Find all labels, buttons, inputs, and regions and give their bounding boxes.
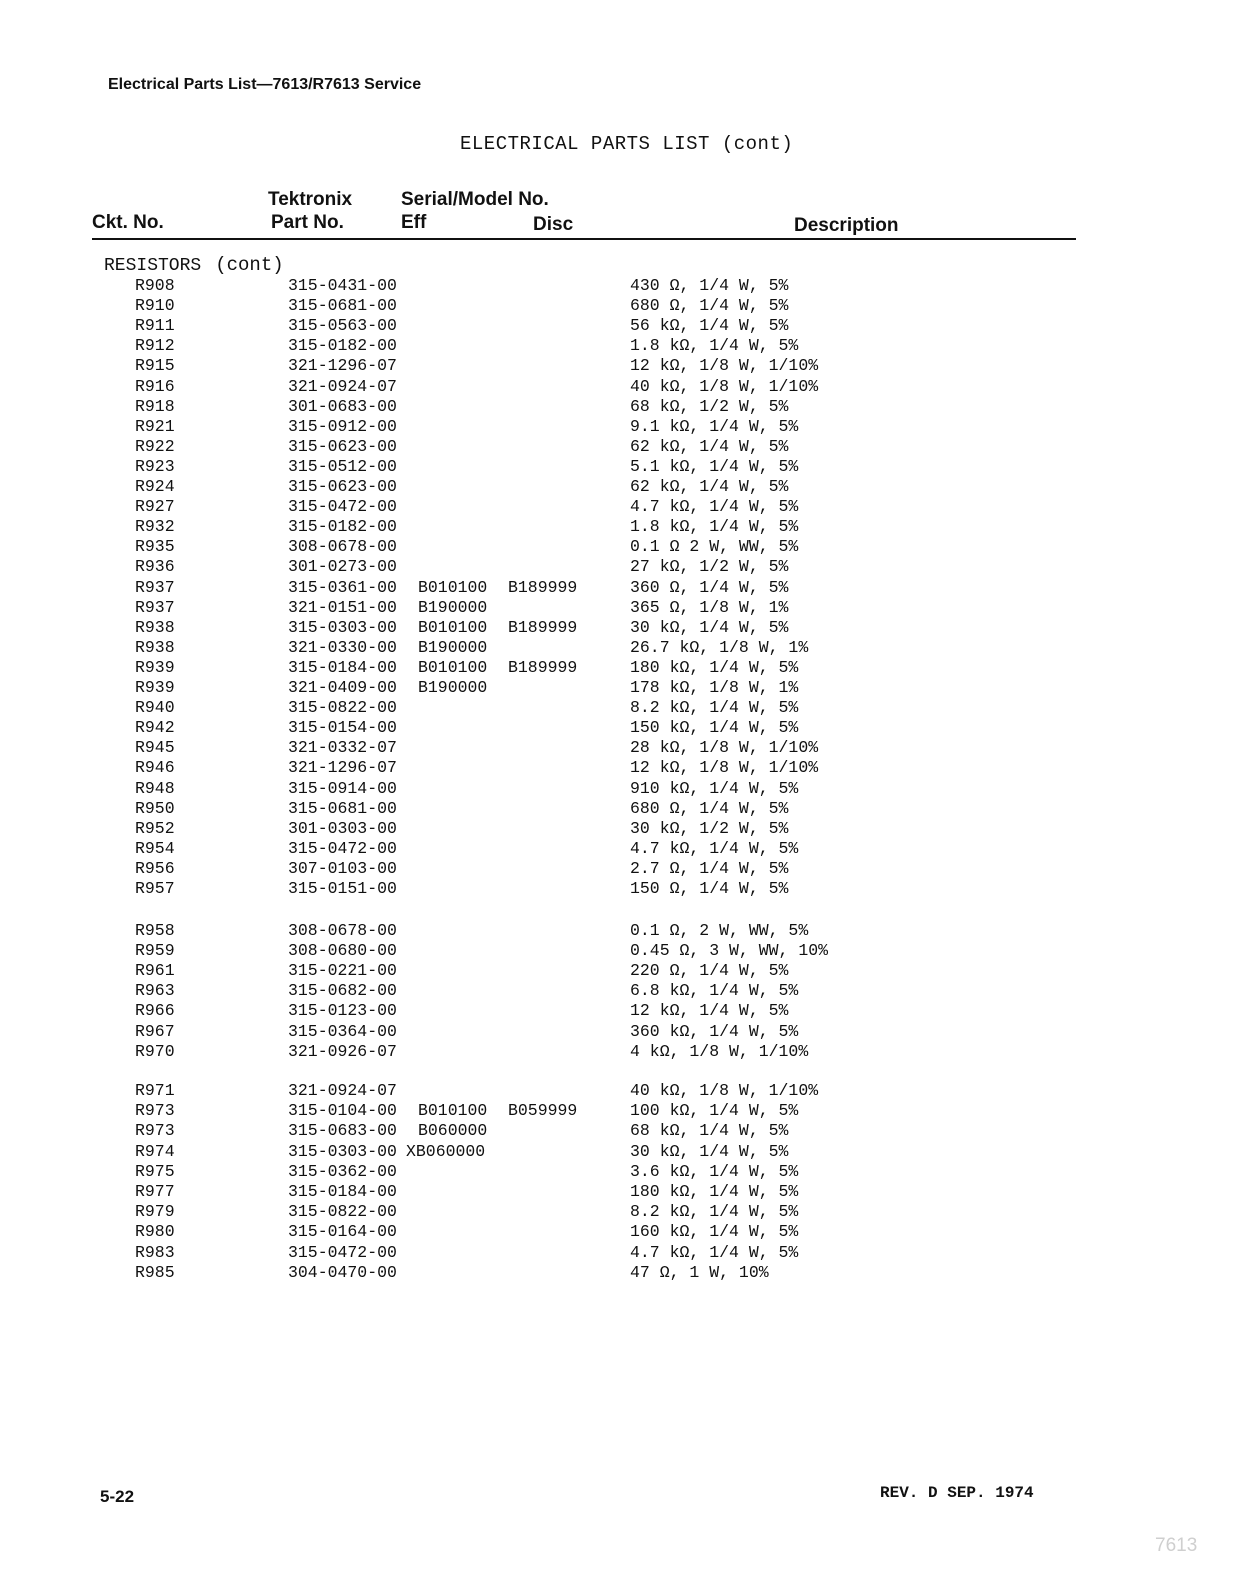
ckt-no-cell: R927 [135, 497, 175, 516]
description-cell: 30 kΩ, 1/2 W, 5% [630, 819, 789, 838]
table-row [0, 457, 1238, 477]
description-cell: 12 kΩ, 1/8 W, 1/10% [630, 356, 819, 375]
part-no-cell: 315-0681-00 [288, 296, 397, 315]
description-cell: 9.1 kΩ, 1/4 W, 5% [630, 417, 799, 436]
ckt-no-cell: R946 [135, 758, 175, 777]
part-no-cell: 315-0681-00 [288, 799, 397, 818]
ckt-no-cell: R971 [135, 1081, 175, 1100]
ckt-no-cell: R985 [135, 1263, 175, 1282]
description-cell: 100 kΩ, 1/4 W, 5% [630, 1101, 799, 1120]
header-rule [92, 238, 1076, 240]
ckt-no-cell: R973 [135, 1101, 175, 1120]
table-row [0, 718, 1238, 738]
part-no-cell: 321-0924-07 [288, 377, 397, 396]
table-row [0, 738, 1238, 758]
part-no-cell: 307-0103-00 [288, 859, 397, 878]
table-row [0, 1263, 1238, 1283]
part-no-cell: 321-1296-07 [288, 356, 397, 375]
description-cell: 27 kΩ, 1/2 W, 5% [630, 557, 789, 576]
part-no-cell: 315-0623-00 [288, 477, 397, 496]
ckt-no-cell: R924 [135, 477, 175, 496]
part-no-cell: 315-0472-00 [288, 1243, 397, 1262]
ckt-no-cell: R915 [135, 356, 175, 375]
table-row [0, 578, 1238, 598]
table-row [0, 981, 1238, 1001]
column-header-disc: Disc [533, 214, 574, 235]
table-row [0, 296, 1238, 316]
part-no-cell: 315-0431-00 [288, 276, 397, 295]
description-cell: 62 kΩ, 1/4 W, 5% [630, 437, 789, 456]
part-no-cell: 315-0151-00 [288, 879, 397, 898]
description-cell: 3.6 kΩ, 1/4 W, 5% [630, 1162, 799, 1181]
part-no-cell: 301-0303-00 [288, 819, 397, 838]
description-cell: 180 kΩ, 1/4 W, 5% [630, 658, 799, 677]
description-cell: 2.7 Ω, 1/4 W, 5% [630, 859, 789, 878]
description-cell: 430 Ω, 1/4 W, 5% [630, 276, 789, 295]
description-cell: 56 kΩ, 1/4 W, 5% [630, 316, 789, 335]
table-row [0, 1243, 1238, 1263]
eff-serial-cell: B190000 [418, 598, 488, 617]
table-row [0, 517, 1238, 537]
part-no-cell: 315-0682-00 [288, 981, 397, 1000]
description-cell: 150 kΩ, 1/4 W, 5% [630, 718, 799, 737]
ckt-no-cell: R938 [135, 638, 175, 657]
table-row [0, 839, 1238, 859]
part-no-cell: 308-0680-00 [288, 941, 397, 960]
ckt-no-cell: R921 [135, 417, 175, 436]
ckt-no-cell: R910 [135, 296, 175, 315]
table-row [0, 397, 1238, 417]
table-row [0, 1162, 1238, 1182]
description-cell: 5.1 kΩ, 1/4 W, 5% [630, 457, 799, 476]
part-no-cell: 321-0924-07 [288, 1081, 397, 1100]
description-cell: 4.7 kΩ, 1/4 W, 5% [630, 497, 799, 516]
section-title-label: RESISTORS [104, 256, 202, 276]
description-cell: 30 kΩ, 1/4 W, 5% [630, 1142, 789, 1161]
part-no-cell: 321-1296-07 [288, 758, 397, 777]
part-no-cell: 321-0330-00 [288, 638, 397, 657]
table-row [0, 437, 1238, 457]
ckt-no-cell: R948 [135, 779, 175, 798]
part-no-cell: 308-0678-00 [288, 921, 397, 940]
page-number: 5-22 [100, 1487, 135, 1506]
ckt-no-cell: R958 [135, 921, 175, 940]
table-row [0, 1001, 1238, 1021]
table-row [0, 638, 1238, 658]
part-no-cell: 315-0164-00 [288, 1222, 397, 1241]
ckt-no-cell: R918 [135, 397, 175, 416]
ckt-no-cell: R945 [135, 738, 175, 757]
eff-serial-cell: B010100 [418, 658, 488, 677]
table-row [0, 678, 1238, 698]
part-no-cell: 315-0563-00 [288, 316, 397, 335]
part-no-cell: 315-0154-00 [288, 718, 397, 737]
section-title [104, 254, 284, 276]
ckt-no-cell: R961 [135, 961, 175, 980]
ckt-no-cell: R935 [135, 537, 175, 556]
table-row [0, 336, 1238, 356]
ckt-no-cell: R908 [135, 276, 175, 295]
part-no-cell: 315-0512-00 [288, 457, 397, 476]
eff-serial-cell: B010100 [418, 578, 488, 597]
ckt-no-cell: R954 [135, 839, 175, 858]
part-no-cell: 315-0303-00 [288, 618, 397, 637]
description-cell: 4.7 kΩ, 1/4 W, 5% [630, 839, 799, 858]
part-no-cell: 315-0822-00 [288, 698, 397, 717]
part-no-cell: 308-0678-00 [288, 537, 397, 556]
ckt-no-cell: R974 [135, 1142, 175, 1161]
table-row [0, 779, 1238, 799]
description-cell: 4 kΩ, 1/8 W, 1/10% [630, 1042, 809, 1061]
table-row [0, 1142, 1238, 1162]
ckt-no-cell: R963 [135, 981, 175, 1000]
table-row [0, 698, 1238, 718]
table-row [0, 758, 1238, 778]
disc-serial-cell: B189999 [508, 618, 578, 637]
ckt-no-cell: R939 [135, 658, 175, 677]
ckt-no-cell: R937 [135, 598, 175, 617]
description-cell: 62 kΩ, 1/4 W, 5% [630, 477, 789, 496]
description-cell: 0.1 Ω, 2 W, WW, 5% [630, 921, 809, 940]
description-cell: 68 kΩ, 1/2 W, 5% [630, 397, 789, 416]
description-cell: 12 kΩ, 1/8 W, 1/10% [630, 758, 819, 777]
ckt-no-cell: R977 [135, 1182, 175, 1201]
table-row [0, 477, 1238, 497]
ckt-no-cell: R938 [135, 618, 175, 637]
ckt-no-cell: R922 [135, 437, 175, 456]
column-header-description: Description [794, 215, 899, 236]
ckt-no-cell: R957 [135, 879, 175, 898]
description-cell: 365 Ω, 1/8 W, 1% [630, 598, 789, 617]
ckt-no-cell: R923 [135, 457, 175, 476]
description-cell: 68 kΩ, 1/4 W, 5% [630, 1121, 789, 1140]
table-row [0, 961, 1238, 981]
part-no-cell: 315-0623-00 [288, 437, 397, 456]
table-row [0, 1222, 1238, 1242]
table-row [0, 819, 1238, 839]
part-no-cell: 315-0364-00 [288, 1022, 397, 1041]
part-no-cell: 321-0332-07 [288, 738, 397, 757]
part-no-cell: 315-0184-00 [288, 1182, 397, 1201]
table-row [0, 377, 1238, 397]
ckt-no-cell: R912 [135, 336, 175, 355]
column-header-ckt-no: Ckt. No. [92, 212, 164, 233]
ckt-no-cell: R916 [135, 377, 175, 396]
section-title-cont: (cont) [215, 254, 284, 276]
part-no-cell: 315-0123-00 [288, 1001, 397, 1020]
eff-serial-cell: B060000 [418, 1121, 488, 1140]
description-cell: 8.2 kΩ, 1/4 W, 5% [630, 1202, 799, 1221]
ckt-no-cell: R973 [135, 1121, 175, 1140]
part-no-cell: 301-0273-00 [288, 557, 397, 576]
description-cell: 220 Ω, 1/4 W, 5% [630, 961, 789, 980]
eff-serial-cell: B190000 [418, 678, 488, 697]
description-cell: 47 Ω, 1 W, 10% [630, 1263, 769, 1282]
description-cell: 180 kΩ, 1/4 W, 5% [630, 1182, 799, 1201]
table-row [0, 799, 1238, 819]
table-row [0, 1182, 1238, 1202]
ckt-no-cell: R980 [135, 1222, 175, 1241]
ckt-no-cell: R950 [135, 799, 175, 818]
description-cell: 28 kΩ, 1/8 W, 1/10% [630, 738, 819, 757]
eff-serial-cell: B190000 [418, 638, 488, 657]
part-no-cell: 315-0182-00 [288, 517, 397, 536]
revision-date: REV. D SEP. 1974 [880, 1484, 1034, 1502]
ckt-no-cell: R975 [135, 1162, 175, 1181]
description-cell: 150 Ω, 1/4 W, 5% [630, 879, 789, 898]
ckt-no-cell: R983 [135, 1243, 175, 1262]
part-no-cell: 315-0184-00 [288, 658, 397, 677]
description-cell: 8.2 kΩ, 1/4 W, 5% [630, 698, 799, 717]
ckt-no-cell: R940 [135, 698, 175, 717]
part-no-cell: 301-0683-00 [288, 397, 397, 416]
part-no-cell: 315-0361-00 [288, 578, 397, 597]
part-no-cell: 315-0914-00 [288, 779, 397, 798]
ckt-no-cell: R939 [135, 678, 175, 697]
part-no-cell: 304-0470-00 [288, 1263, 397, 1282]
part-no-cell: 315-0362-00 [288, 1162, 397, 1181]
table-row [0, 1121, 1238, 1141]
disc-serial-cell: B189999 [508, 578, 578, 597]
part-no-cell: 315-0683-00 [288, 1121, 397, 1140]
table-row [0, 417, 1238, 437]
table-row [0, 879, 1238, 899]
ckt-no-cell: R937 [135, 578, 175, 597]
ckt-no-cell: R967 [135, 1022, 175, 1041]
description-cell: 26.7 kΩ, 1/8 W, 1% [630, 638, 809, 657]
part-no-cell: 321-0409-00 [288, 678, 397, 697]
column-header-part-no: Part No. [271, 212, 344, 233]
column-header-tektronix: Tektronix [268, 189, 353, 210]
table-row [0, 1042, 1238, 1062]
description-cell: 0.1 Ω 2 W, WW, 5% [630, 537, 799, 556]
ckt-no-cell: R979 [135, 1202, 175, 1221]
part-no-cell: 315-0472-00 [288, 839, 397, 858]
ckt-no-cell: R970 [135, 1042, 175, 1061]
ckt-no-cell: R959 [135, 941, 175, 960]
table-row [0, 618, 1238, 638]
ckt-no-cell: R911 [135, 316, 175, 335]
description-cell: 0.45 Ω, 3 W, WW, 10% [630, 941, 829, 960]
description-cell: 178 kΩ, 1/8 W, 1% [630, 678, 799, 697]
ckt-no-cell: R942 [135, 718, 175, 737]
table-row [0, 598, 1238, 618]
part-no-cell: 315-0221-00 [288, 961, 397, 980]
disc-serial-cell: B189999 [508, 658, 578, 677]
description-cell: 680 Ω, 1/4 W, 5% [630, 296, 789, 315]
part-no-cell: 315-0182-00 [288, 336, 397, 355]
table-row [0, 859, 1238, 879]
table-row [0, 557, 1238, 577]
description-cell: 360 kΩ, 1/4 W, 5% [630, 1022, 799, 1041]
part-no-cell: 321-0151-00 [288, 598, 397, 617]
model-mark: 7613 [1155, 1535, 1198, 1556]
part-no-cell: 315-0104-00 [288, 1101, 397, 1120]
description-cell: 30 kΩ, 1/4 W, 5% [630, 618, 789, 637]
ckt-no-cell: R966 [135, 1001, 175, 1020]
part-no-cell: 315-0472-00 [288, 497, 397, 516]
disc-serial-cell: B059999 [508, 1101, 578, 1120]
table-row [0, 316, 1238, 336]
table-row [0, 658, 1238, 678]
table-row [0, 1101, 1238, 1121]
eff-serial-cell: B010100 [418, 1101, 488, 1120]
part-no-cell: 321-0926-07 [288, 1042, 397, 1061]
description-cell: 360 Ω, 1/4 W, 5% [630, 578, 789, 597]
ckt-no-cell: R936 [135, 557, 175, 576]
ckt-no-cell: R952 [135, 819, 175, 838]
column-header-eff: Eff [401, 212, 427, 233]
table-row [0, 276, 1238, 296]
column-header-serial-model-no: Serial/Model No. [401, 189, 549, 210]
table-row [0, 921, 1238, 941]
description-cell: 6.8 kΩ, 1/4 W, 5% [630, 981, 799, 1000]
eff-serial-cell: XB060000 [406, 1142, 486, 1161]
eff-serial-cell: B010100 [418, 618, 488, 637]
list-title: ELECTRICAL PARTS LIST (cont) [460, 133, 794, 155]
table-row [0, 1202, 1238, 1222]
ckt-no-cell: R932 [135, 517, 175, 536]
table-row [0, 356, 1238, 376]
table-row [0, 1022, 1238, 1042]
ckt-no-cell: R956 [135, 859, 175, 878]
table-row [0, 941, 1238, 961]
description-cell: 40 kΩ, 1/8 W, 1/10% [630, 377, 819, 396]
table-row [0, 497, 1238, 517]
running-head: Electrical Parts List—7613/R7613 Service [108, 76, 422, 93]
description-cell: 12 kΩ, 1/4 W, 5% [630, 1001, 789, 1020]
part-no-cell: 315-0912-00 [288, 417, 397, 436]
description-cell: 1.8 kΩ, 1/4 W, 5% [630, 517, 799, 536]
description-cell: 680 Ω, 1/4 W, 5% [630, 799, 789, 818]
description-cell: 4.7 kΩ, 1/4 W, 5% [630, 1243, 799, 1262]
description-cell: 40 kΩ, 1/8 W, 1/10% [630, 1081, 819, 1100]
part-no-cell: 315-0303-00 [288, 1142, 397, 1161]
table-row [0, 1081, 1238, 1101]
description-cell: 160 kΩ, 1/4 W, 5% [630, 1222, 799, 1241]
description-cell: 910 kΩ, 1/4 W, 5% [630, 779, 799, 798]
part-no-cell: 315-0822-00 [288, 1202, 397, 1221]
description-cell: 1.8 kΩ, 1/4 W, 5% [630, 336, 799, 355]
table-row [0, 537, 1238, 557]
